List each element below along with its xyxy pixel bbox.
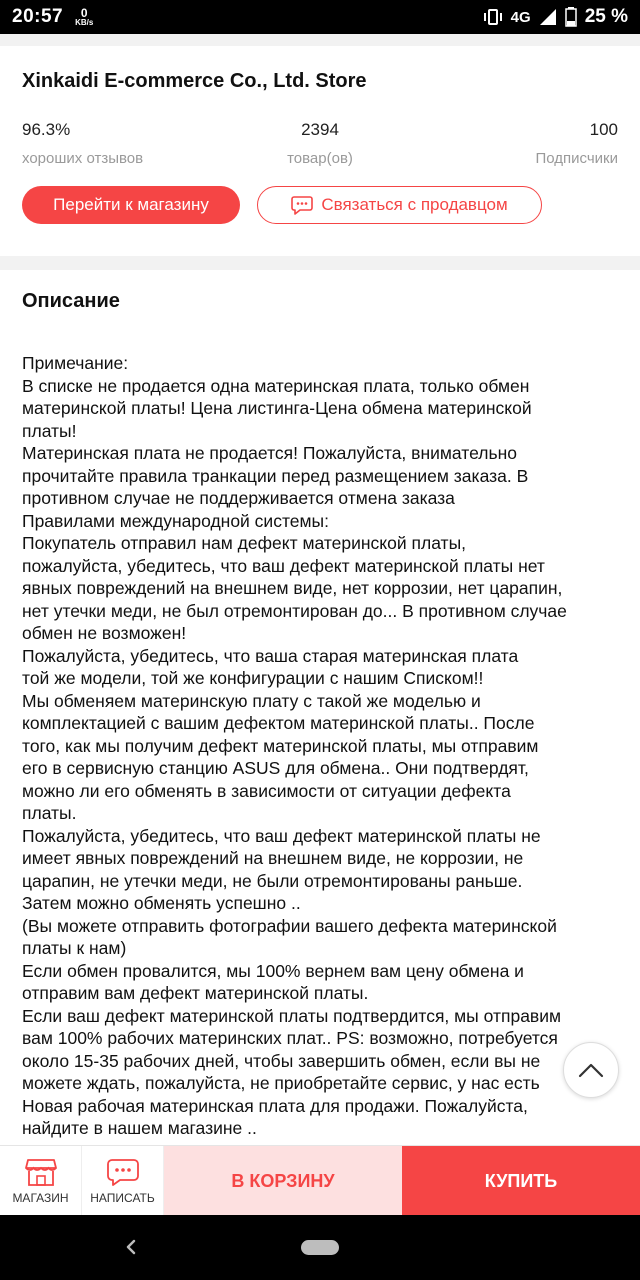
store-card <box>0 46 640 256</box>
store-name[interactable]: Xinkaidi E-commerce Co., Ltd. Store <box>22 70 367 92</box>
store-icon <box>24 1157 58 1187</box>
description-line: пожалуйста, убедитесь, что ваш дефект материнской платы нет <box>22 555 545 576</box>
stat-label: хороших отзывов <box>22 150 144 167</box>
stat-label: товар(ов) <box>287 150 353 167</box>
back-icon[interactable] <box>120 1235 140 1259</box>
description-line: Пожалуйста, убедитесь, что ваша старая материнская плата <box>22 645 519 666</box>
add-to-cart-button[interactable]: В КОРЗИНУ <box>164 1146 402 1216</box>
description-text <box>22 352 622 1142</box>
network-speed-unit: KB/s <box>75 18 94 27</box>
description-line: можете ждать, пожалуйста, не приобретайте сервис, у нас есть <box>22 1073 540 1093</box>
description-line: В списке не продается одна материнская плата, только обмен <box>22 375 530 396</box>
status-time: 20:57 <box>12 6 64 27</box>
scroll-to-top-button[interactable] <box>563 1042 619 1098</box>
description-line: Мы обменяем материнскую плату с такой же моделью и <box>22 690 481 711</box>
vibrate-icon <box>483 8 503 26</box>
message-tab-button[interactable] <box>82 1146 164 1216</box>
description-line: того, как мы получим дефект материнской платы, мы отправим <box>22 735 539 756</box>
network-type: 4G <box>510 8 531 26</box>
store-tab-label: МАГАЗИН <box>12 1191 69 1205</box>
description-line: Затем можно обменять успешно .. <box>22 893 301 913</box>
bottom-action-bar <box>0 1145 640 1215</box>
description-line: Правилами международной системы: <box>22 510 329 531</box>
signal-icon <box>539 8 557 26</box>
chevron-up-icon <box>578 1062 604 1078</box>
description-line: (Вы можете отправить фотографии вашего дефекта материнской <box>22 915 557 936</box>
message-tab-label: НАПИСАТЬ <box>90 1191 155 1205</box>
network-speed-value: 0 <box>80 6 88 20</box>
description-line: материнской платы! Цена листинга-Цена обмена материнской <box>22 398 532 418</box>
description-line: отправим вам дефект материнской платы. <box>22 983 369 1003</box>
go-to-store-button[interactable]: Перейти к магазину <box>22 186 240 224</box>
chat-bubble-icon <box>106 1157 140 1187</box>
battery-icon <box>565 7 577 27</box>
description-line: прочитайте правила транкации перед размещением заказа. В <box>22 465 529 486</box>
description-line: той же модели, той же конфигурации с нашим Списком!! <box>22 668 484 688</box>
section-divider <box>0 34 640 46</box>
description-line: обмен не возможен! <box>22 623 187 643</box>
description-line: платы. <box>22 803 77 823</box>
description-line: имеет явных повреждений на внешнем виде, не коррозии, не <box>22 848 524 868</box>
description-line: комплектацией с вашим дефектом материнской платы.. После <box>22 713 535 733</box>
network-speed <box>75 7 93 27</box>
system-navigation-bar <box>0 1215 640 1280</box>
description-line: Покупатель отправил нам дефект материнской платы, <box>22 533 467 553</box>
stat-value: 100 <box>589 120 618 139</box>
description-line: царапин, не утечки меди, не были отремонтированы раньше. <box>22 870 523 891</box>
description-line: найдите в нашем магазине .. <box>22 1118 257 1138</box>
chat-bubble-icon <box>291 195 313 215</box>
description-line: около 15-35 рабочих дней, чтобы завершить обмен, если вы не <box>22 1050 541 1071</box>
description-line: Новая рабочая материнская плата для продажи. Пожалуйста, <box>22 1095 528 1116</box>
status-icons <box>483 6 628 28</box>
description-line: Пожалуйста, убедитесь, что ваш дефект материнской платы не <box>22 825 541 846</box>
description-line: противном случае не поддерживается отмена заказа <box>22 488 455 508</box>
contact-seller-label: Связаться с продавцом <box>321 195 508 214</box>
description-title: Описание <box>22 290 120 312</box>
description-line: платы к нам) <box>22 938 127 958</box>
description-line: нет утечки меди, не был отремонтирован до... В противном случае <box>22 600 567 621</box>
contact-seller-button[interactable] <box>257 186 542 224</box>
stat-value: 2394 <box>301 120 339 139</box>
home-pill-button[interactable] <box>301 1240 339 1255</box>
description-line: платы! <box>22 420 77 441</box>
description-line: Если ваш дефект материнской платы подтвердится, мы отправим <box>22 1005 562 1026</box>
description-line: вам 100% рабочих материнских плат.. PS: возможно, потребуется <box>22 1028 558 1048</box>
description-line: Материнская плата не продается! Пожалуйста, внимательно <box>22 443 517 463</box>
description-line: его в сервисную станцию ASUS для обмена.. Они подтвердят, <box>22 758 529 778</box>
stat-label: Подписчики <box>535 150 618 167</box>
description-line: можно ли его обменять в зависимости от ситуации дефекта <box>22 780 511 801</box>
stat-positive-feedback <box>22 120 143 167</box>
description-line: Примечание: <box>22 353 129 373</box>
buy-now-button[interactable]: КУПИТЬ <box>402 1146 640 1216</box>
description-line: Если обмен провалится, мы 100% вернем вам цену обмена и <box>22 960 524 981</box>
section-divider <box>0 256 640 270</box>
stat-value: 96.3% <box>22 120 71 139</box>
description-line: явных повреждений на внешнем виде, нет коррозии, нет царапин, <box>22 578 563 598</box>
stat-followers <box>535 120 618 167</box>
battery-level: 25 % <box>584 6 628 27</box>
status-bar <box>0 0 640 34</box>
store-tab-button[interactable] <box>0 1146 82 1216</box>
